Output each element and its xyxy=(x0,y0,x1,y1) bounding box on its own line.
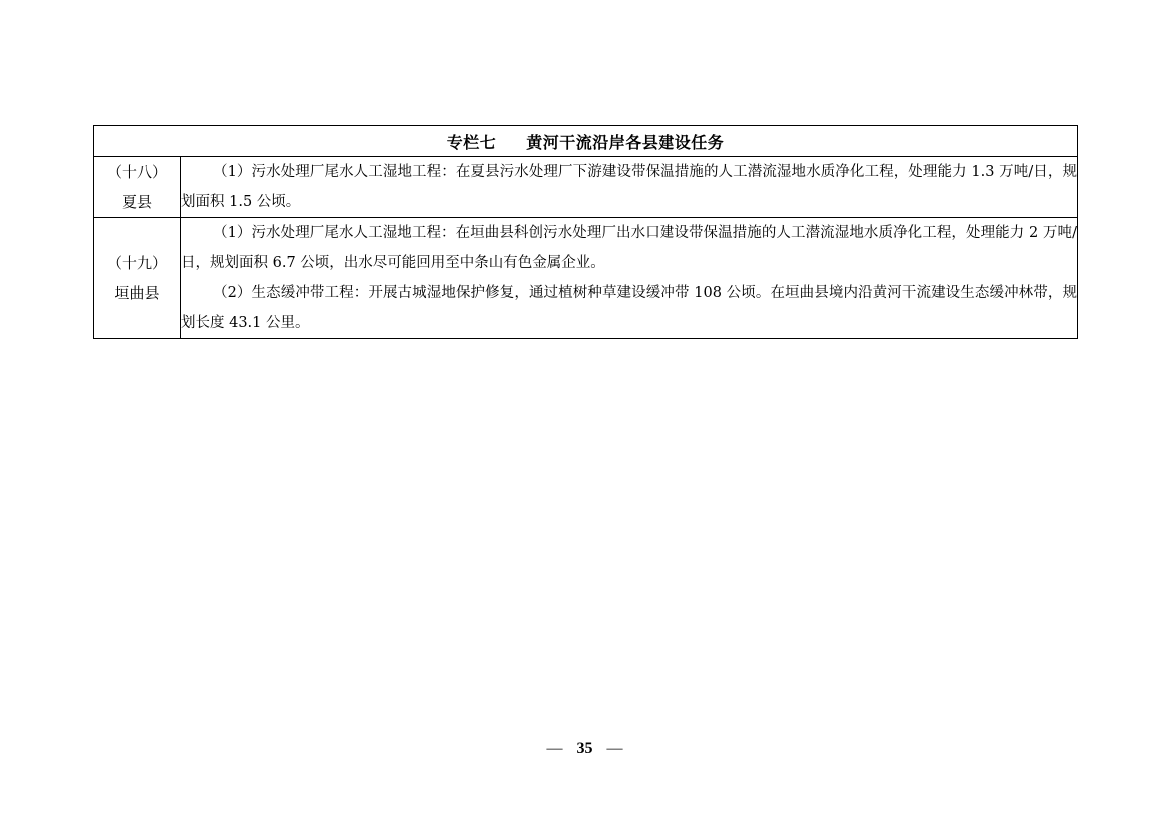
page-footer xyxy=(0,740,1169,758)
feature-box-table xyxy=(93,125,1078,339)
task-item: （2）生态缓冲带工程：开展古城湿地保护修复，通过植树种草建设缓冲带 108 公顷。在垣曲县境内沿黄河干流建设生态缓冲林带，规划长度 43.1 公里。 xyxy=(181,285,1077,331)
table-title-label: 专栏七 xyxy=(446,132,497,152)
table-title-text: 黄河干流沿岸各县建设任务 xyxy=(526,132,725,152)
county-number: （十八） xyxy=(106,163,167,181)
county-name: 垣曲县 xyxy=(114,284,160,302)
table-row xyxy=(94,157,1078,218)
county-cell xyxy=(94,157,181,218)
footer-dash-left: — xyxy=(546,740,563,757)
county-number: （十九） xyxy=(106,254,167,272)
task-item: （1）污水处理厂尾水人工湿地工程：在垣曲县科创污水处理厂出水口建设带保温措施的人工潜流湿地水质净化工程，处理能力 2 万吨/日，规划面积 6.7 公顷，出水尽可能回用至中条山有色金属企业。 xyxy=(181,225,1077,271)
task-item: （1）污水处理厂尾水人工湿地工程：在夏县污水处理厂下游建设带保温措施的人工潜流湿地水质净化工程，处理能力 1.3 万吨/日，规划面积 1.5 公顷。 xyxy=(181,164,1077,210)
table-title xyxy=(94,126,1078,157)
task-cell xyxy=(181,157,1078,218)
county-cell xyxy=(94,218,181,339)
table-row xyxy=(94,218,1078,339)
task-cell xyxy=(181,218,1078,339)
footer-dash-right: — xyxy=(606,740,623,757)
county-name: 夏县 xyxy=(121,193,152,211)
page-number: 35 xyxy=(576,740,593,757)
